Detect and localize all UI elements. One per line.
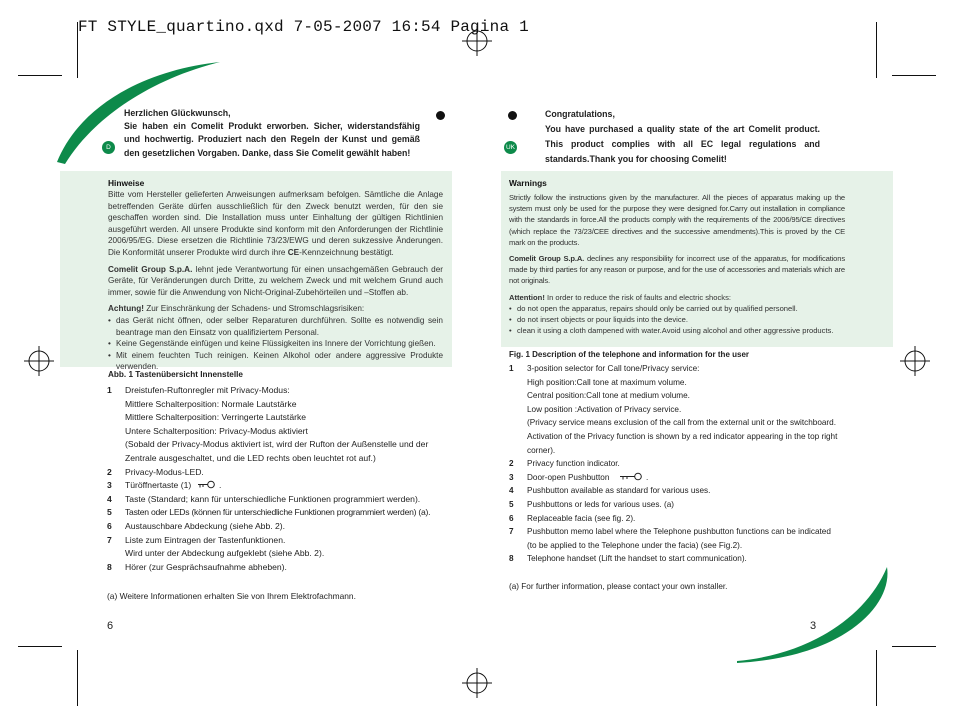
list-item: 2 Privacy function indicator.	[509, 459, 620, 469]
intro-body: Sie haben ein Comelit Produkt erworben. Sicher, widerstandsfähig und hochwertig. Produziert nach den Regeln der Kunst und gemäß den gesetzlichen Vorgaben. Danke, dass Sie Comelit gewählt haben!	[124, 121, 420, 158]
green-swoosh-decoration	[735, 565, 895, 665]
warnings-title: Warnings	[509, 178, 547, 188]
legend-list-de	[107, 384, 457, 574]
notes-paragraph: Achtung! Zur Einschränkung der Schadens- und Stromschlagsrisiken:	[108, 304, 365, 314]
list-item: • do not open the apparatus, repairs should only be carried out by qualified personell.	[509, 303, 845, 314]
registration-mark-icon	[900, 346, 930, 376]
list-item: 3 Door-open Pushbutton .	[509, 472, 649, 482]
list-item: 4 Pushbutton available as standard for various uses.	[509, 486, 711, 496]
list-item: 1 3-position selector for Call tone/Privacy service: High position:Call tone at maximum volume. Central position:Call tone at medium volume. Low position :Activation of Privacy service. (Privacy service means exclusion of the call from the external unit or the switchboard. Activation of the Privacy function is shown by a red indicator appearing in the top right corner).	[509, 364, 838, 455]
page-number-right: 3	[810, 620, 817, 632]
list-item: 5 Pushbuttons or leds for various uses. (a)	[509, 499, 674, 509]
notes-content-de	[108, 177, 443, 373]
page-number-left: 6	[107, 620, 114, 632]
list-item: • das Gerät nicht öffnen, oder selber Reparaturen durchführen. Sollte es notwendig sein beantrage man den Einsatz von qualifiziertem Personal.	[108, 315, 443, 338]
key-icon	[618, 472, 644, 481]
key-icon	[197, 480, 217, 489]
footnote-de: (a) Weitere Informationen erhalten Sie von Ihrem Elektrofachmann.	[107, 591, 356, 601]
warnings-paragraph: Comelit Group S.p.A. declines any responsibility for incorrect use of the apparatus, for modifications made by third parties for any reason or purpose, and for the use of accessories and materials which are not originals.	[509, 254, 845, 286]
registration-mark-icon	[24, 346, 54, 376]
list-item: 4 Taste (Standard; kann für unterschiedliche Funktionen programmiert werden).	[107, 493, 421, 504]
list-item: • Mit einem feuchten Tuch reinigen. Keinen Alkohol oder andere aggressive Produkte verwenden.	[108, 350, 443, 373]
registration-mark-icon	[462, 668, 492, 698]
intro-uk	[545, 107, 820, 167]
list-item: 8 Hörer (zur Gesprächsaufnahme abheben).	[107, 561, 287, 572]
list-item: 3 Türöffnertaste (1) .	[107, 480, 222, 491]
intro-title: Herzlichen Glückwunsch,	[124, 108, 231, 118]
language-badge-uk: UK	[504, 141, 517, 154]
warnings-bullets	[509, 303, 845, 337]
bullet-dot	[436, 111, 445, 120]
list-item: 8 Telephone handset (Lift the handset to start communication).	[509, 554, 747, 564]
figure-title-uk: Fig. 1 Description of the telephone and information for the user	[509, 350, 750, 359]
warnings-paragraph: Strictly follow the instructions given by the manufacturer. All the pieces of apparatus making up the system must only be used for the purpose they were designed for.Carry out installation in compliance with the standards in force.All the products comply with the requirements of the 2006/95/CE directives (which replace the 73/23/CEE directives and the successive amendments).This is proved by the CE mark on the products.	[509, 193, 845, 247]
list-item: 6 Replaceable facia (see fig. 2).	[509, 513, 636, 523]
registration-mark-icon	[462, 26, 492, 56]
file-header: FT STYLE_quartino.qxd 7-05-2007 16:54 Pagina 1	[78, 18, 529, 36]
list-item: 2 Privacy-Modus-LED.	[107, 466, 204, 477]
list-item: 5 Tasten oder LEDs (können für unterschiedliche Funktionen programmiert werden) (a).	[107, 507, 431, 518]
list-item: 7 Liste zum Eintragen der Tastenfunktionen. Wird unter der Abdeckung aufgeklebt (siehe Abb. 2).	[107, 534, 325, 559]
figure-title-de: Abb. 1 Tastenübersicht Innenstelle	[108, 370, 243, 379]
list-item: 1 Dreistufen-Ruftonregler mit Privacy-Modus: Mittlere Schalterposition: Normale Lautstärke Mittlere Schalterposition: Verringerte Lautstärke Untere Schalterposition: Privacy-Modus aktiviert (Sobald der Privacy-Modus aktiviert ist, wird der Rufton der Außenstelle und der Zentrale ausgeschaltet, und die LED rechts oben leuchtet rot auf.)	[107, 385, 429, 463]
notes-paragraph: Comelit Group S.p.A. lehnt jede Verantwortung für einen unsachgemäßen Gebrauch der Geräte, für Veränderungen durch Dritte, zu welchem Zweck und mit welchem Grund auch immer, sowie für die Anwendung von Nicht-Original-Zubehörteilen und –Stoffen ab.	[108, 264, 443, 297]
list-item: • do not insert objects or pour liquids into the device.	[509, 314, 845, 325]
warnings-content-uk	[509, 177, 845, 336]
language-badge-de: D	[102, 141, 115, 154]
notes-paragraph: Bitte vom Hersteller gelieferten Anweisungen aufmerksam befolgen. Sämtliche die Anlage betreffenden Geräte dürfen ausschließlich für den Zweck benutzt werden, für den sie geschaffen worden sind. Die Installation muss unter Einhaltung der gültigen Richtlinien ausgeführt werden. All unsere Produkte sind konform mit den Anforderungen der Richtlinie 2006/95/EG. Diese ersetzen die Richtlinie 73/23/EWG und deren sukzessive Änderungen. Die Konformität unserer Produkte wird durch ihre CE-Kennzeichnung bestätigt.	[108, 190, 443, 257]
list-item: 7 Pushbutton memo label where the Telephone pushbutton functions can be indicated (to be applied to the Telephone under the facia) (see Fig.2).	[509, 527, 831, 550]
notes-bullets	[108, 315, 443, 373]
footnote-uk: (a) For further information, please contact your own installer.	[509, 582, 728, 591]
intro-de	[124, 107, 420, 160]
bullet-dot	[508, 111, 517, 120]
list-item: • clean it using a cloth dampened with water.Avoid using alcohol and other aggressive products.	[509, 325, 845, 336]
list-item: • Keine Gegenstände einfügen und keine Flüssigkeiten ins Innere der Vorrichtung gießen.	[108, 338, 443, 350]
intro-body: You have purchased a quality state of the art Comelit product. This product complies with all EC legal regulations and standards.Thank you for choosing Comelit!	[545, 124, 820, 164]
notes-title: Hinweise	[108, 178, 145, 188]
legend-list-uk	[509, 362, 869, 566]
warnings-paragraph: Attention! In order to reduce the risk of faults and electric shocks:	[509, 292, 731, 302]
intro-title: Congratulations,	[545, 109, 615, 119]
list-item: 6 Austauschbare Abdeckung (siehe Abb. 2).	[107, 520, 286, 531]
